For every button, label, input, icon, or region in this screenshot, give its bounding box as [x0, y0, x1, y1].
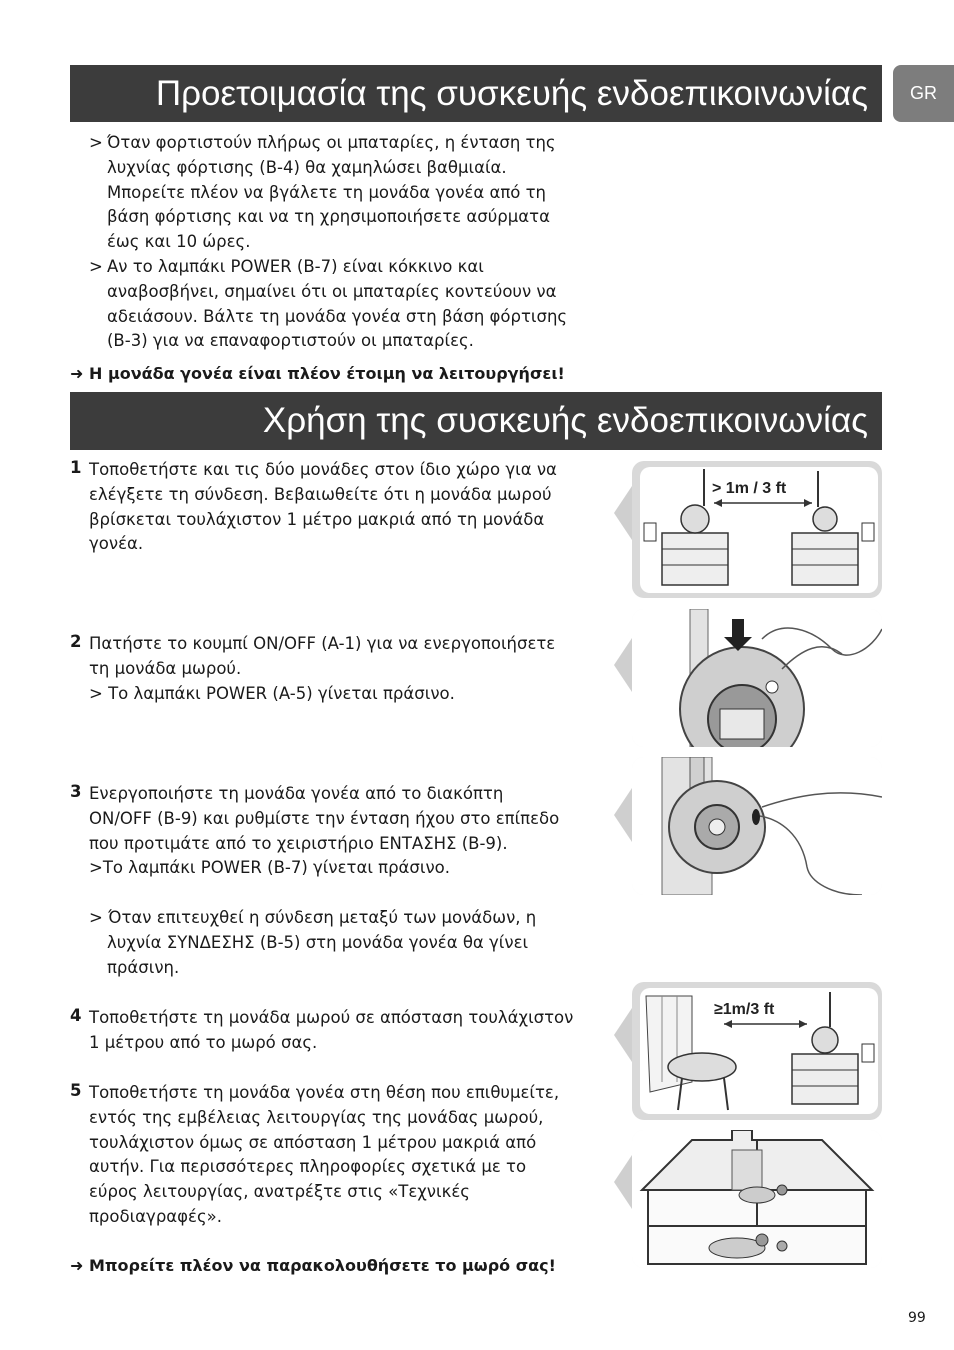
step-number: 2 [70, 632, 82, 651]
result-ready: ➜ Η μονάδα γονέα είναι πλέον έτοιμη να λειτουργήσει! [70, 364, 565, 383]
step-3-text [89, 782, 559, 881]
text-line: εντός της εμβέλειας λειτουργίας της μονάδας μωρού, [89, 1107, 544, 1127]
text-line: >Το λαμπάκι POWER (B-7) γίνεται πράσινο. [89, 858, 451, 878]
section-title-text: Χρήση της συσκευής ενδοεπικοινωνίας [262, 401, 868, 440]
step-2-text [89, 632, 555, 706]
language-tab [893, 65, 954, 122]
text-line: αυτήν. Για περισσότερες πληροφορίες σχετικά με το [89, 1157, 527, 1177]
text-line: Αν το λαμπάκι POWER (B-7) είναι κόκκινο και [107, 256, 484, 276]
text-line: βάση φόρτισης και να τη χρησιμοποιήσετε ασύρματα [107, 207, 550, 227]
step-number: 5 [70, 1081, 82, 1100]
text-line: > Όταν επιτευχθεί η σύνδεση μεταξύ των μονάδων, η [89, 908, 537, 927]
step-number: 3 [70, 782, 82, 801]
section-title-text: Προετοιμασία της συσκευής ενδοεπικοινωνίας [155, 73, 868, 113]
figure-distance-test [632, 461, 882, 598]
text-line: έως και 10 ώρες. [107, 232, 251, 252]
text-line: ελέγξετε τη σύνδεση. Βεβαιωθείτε ότι η μονάδα μωρού [89, 484, 552, 504]
text-line: 1 μέτρου από το μωρό σας. [89, 1032, 318, 1052]
figure-distance-label: > 1m / 3 ft [712, 480, 787, 497]
section-title-usage [70, 392, 882, 450]
text-line: Μπορείτε πλέον να βγάλετε τη μονάδα γονέα από τη [107, 182, 546, 202]
step-number: 4 [70, 1006, 82, 1025]
text-line: λυχνίας φόρτισης (B-4) θα χαμηλώσει βαθμιαία. [107, 157, 507, 177]
step-5-text [89, 1081, 559, 1230]
result-monitor: ➜ Μπορείτε πλέον να παρακολουθήσετε το μωρό σας! [70, 1256, 556, 1275]
text-line: ON/OFF (B-9) και ρυθμίστε την ένταση ήχου στο επίπεδο [89, 808, 560, 828]
text-line: πράσινη. [107, 957, 180, 977]
text-line: τουλάχιστον όμως σε απόσταση 1 μέτρου μακριά από [89, 1132, 537, 1152]
text-line: (B-3) για να επαναφορτιστούν οι μπαταρίες. [107, 331, 474, 351]
text-line: Τοποθετήστε και τις δύο μονάδες στον ίδιο χώρο για να [89, 460, 557, 479]
text-line: εύρος λειτουργίας, ανατρέξτε στις «Τεχνικές [89, 1182, 470, 1202]
section-title-preparation [70, 65, 882, 122]
text-line: τη μονάδα μωρού. [89, 658, 242, 678]
text-line: Ενεργοποιήστε τη μονάδα γονέα από το διακόπτη [89, 784, 504, 803]
text-line: Τοποθετήστε τη μονάδα γονέα στη θέση που επιθυμείτε, [89, 1083, 560, 1102]
figure-baby-distance [632, 982, 882, 1120]
bullet-low-battery [89, 255, 567, 354]
text-line: λυχνία ΣΥΝΔΕΣΗΣ (B-5) στη μονάδα γονέα θα γίνει [107, 932, 529, 952]
pointer-triangle-icon [614, 1005, 634, 1065]
pointer-triangle-icon [614, 785, 634, 845]
step-number: 1 [70, 458, 82, 477]
step-1-text [89, 458, 557, 557]
bullet-marker: > [89, 256, 103, 276]
step-3-extra [89, 906, 536, 980]
text-line: προδιαγραφές». [89, 1206, 222, 1226]
page-number: 99 [908, 1310, 926, 1326]
section1-bullets [89, 131, 567, 354]
pointer-triangle-icon [614, 483, 634, 543]
step-4-text [89, 1006, 573, 1056]
figure-baby-unit-on [632, 609, 882, 747]
figure-house-range [632, 1130, 882, 1268]
text-line: Τοποθετήστε τη μονάδα μωρού σε απόσταση τουλάχιστον [89, 1008, 574, 1027]
text-line: που προτιμάτε από το χειριστήριο ΕΝΤΑΣΗΣ (B-9). [89, 833, 508, 853]
text-line: Όταν φορτιστούν πλήρως οι μπαταρίες, η ένταση της [107, 133, 556, 152]
pointer-triangle-icon [614, 1152, 634, 1212]
bullet-marker: > [89, 133, 103, 152]
text-line: αδειάσουν. Βάλτε τη μονάδα γονέα στη βάση φόρτισης [107, 306, 568, 326]
text-line: γονέα. [89, 534, 144, 554]
text-line: αναβοσβήνει, σημαίνει ότι οι μπαταρίες κοντεύουν να [107, 281, 557, 301]
figure-distance-label: ≥1m/3 ft [714, 1001, 775, 1018]
pointer-triangle-icon [614, 635, 634, 695]
bullet-charged [89, 131, 567, 255]
text-line: > Το λαμπάκι POWER (A-5) γίνεται πράσινο. [89, 683, 455, 703]
language-code: GR [910, 83, 937, 103]
text-line: βρίσκεται τουλάχιστον 1 μέτρο μακριά από τη μονάδα [89, 509, 545, 529]
text-line: Πατήστε το κουμπί ON/OFF (A-1) για να ενεργοποιήσετε [89, 634, 556, 653]
figure-parent-unit-on [632, 757, 882, 895]
